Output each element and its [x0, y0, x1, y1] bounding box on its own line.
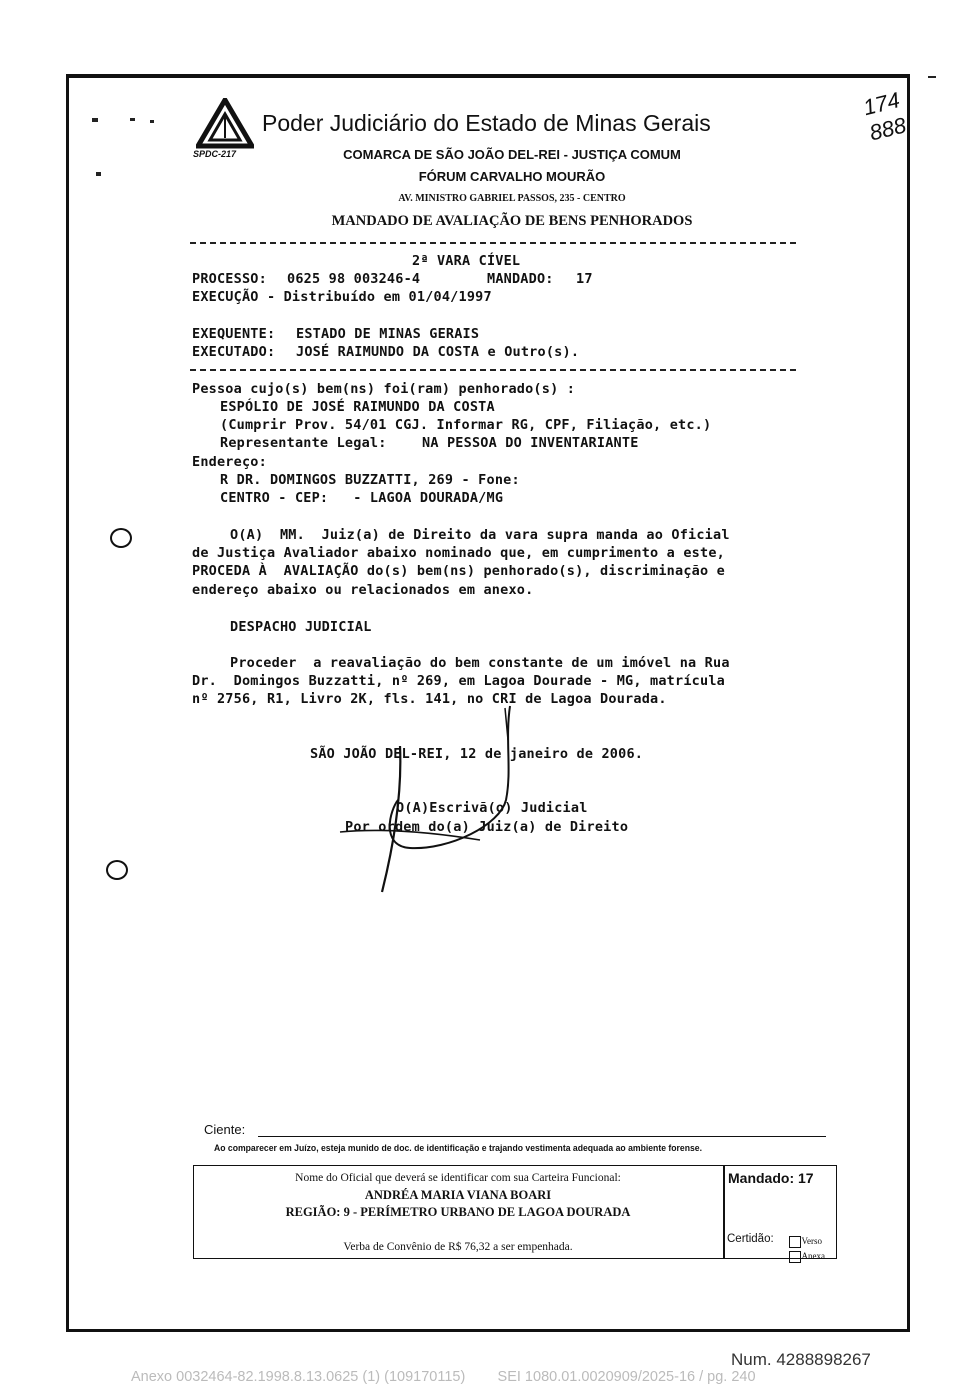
document-number-stamp: Num. 4288898267: [731, 1350, 871, 1369]
exequente-value: ESTADO DE MINAS GERAIS: [296, 326, 480, 342]
officer-label: Nome do Oficial que deverá se identificar com sua Carteira Funcional:: [295, 1172, 621, 1184]
org-title: Poder Judiciário do Estado de Minas Gerais: [262, 110, 711, 136]
scan-speck: [150, 120, 154, 123]
mandado-number: 17: [576, 271, 593, 287]
processo-number: 0625 98 003246-4: [287, 271, 421, 287]
officer-name: ANDRÉA MARIA VIANA BOARI: [364, 1188, 552, 1202]
order-line-3: PROCEDA À AVALIAÇÃO do(s) bem(ns) penhorado(s), discriminação e: [192, 563, 725, 579]
anexa-label: Anexa: [801, 1251, 825, 1262]
address-label: Endereço:: [192, 454, 267, 470]
separator-middle: [190, 369, 796, 371]
officer-region: REGIÃO: 9 - PERÍMETRO URBANO DE LAGOA DOURADA: [285, 1205, 631, 1219]
signature-line-2: Por ordem do(a) Juiz(a) de Direito: [345, 819, 629, 835]
person-name: ESPÓLIO DE JOSÉ RAIMUNDO DA COSTA: [220, 399, 495, 415]
despacho-line-3: nº 2756, R1, Livro 2K, fls. 141, no CRI de Lagoa Dourada.: [192, 691, 667, 707]
court-notice: Ao comparecer em Juízo, esteja munido de doc. de identificação e trajando vestimenta adequada ao ambiente forense.: [214, 1143, 702, 1154]
person-intro: Pessoa cujo(s) bem(ns) foi(ram) penhorado(s) :: [192, 381, 576, 397]
separator-top: [190, 242, 796, 244]
handwritten-page-number: 174 888: [860, 87, 909, 146]
mandado-label: MANDADO:: [487, 271, 554, 287]
document-title: MANDADO DE AVALIAÇÃO DE BENS PENHORADOS: [331, 213, 693, 229]
logo-code: SPDC-217: [193, 149, 237, 159]
processo-label: PROCESSO:: [192, 271, 267, 287]
anexa-checkbox[interactable]: [789, 1251, 801, 1263]
verso-label: Verso: [801, 1236, 822, 1247]
forum-address: AV. MINISTRO GABRIEL PASSOS, 235 - CENTRO: [398, 193, 626, 204]
comarca-line: COMARCA DE SÃO JOÃO DEL-REI - JUSTIÇA COMUM: [343, 147, 681, 162]
ciente-label: Ciente:: [204, 1122, 246, 1137]
annex-stamp: Anexo 0032464-82.1998.8.13.0625 (1) (109170115) SEI 1080.01.0020909/2025-16 / pg. 240: [131, 1369, 756, 1385]
scan-speck: [92, 118, 98, 122]
executado-value: JOSÉ RAIMUNDO DA COSTA e Outro(s).: [296, 344, 580, 360]
signature-line-1: O(A)Escrivã(o) Judicial: [396, 800, 588, 816]
scan-speck: [130, 118, 135, 121]
order-line-4: endereço abaixo ou relacionados em anexo.: [192, 582, 534, 598]
coat-of-arms-logo: [196, 98, 254, 152]
scan-speck: [928, 76, 936, 78]
date-line: SÃO JOÃO DEL-REI, 12 de janeiro de 2006.: [310, 746, 644, 762]
despacho-line-1: Proceder a reavaliação do bem constante de um imóvel na Rua: [230, 655, 730, 671]
representative-value: NA PESSOA DO INVENTARIANTE: [422, 435, 639, 451]
handwritten-signature: [300, 700, 560, 900]
person-note: (Cumprir Prov. 54/01 CGJ. Informar RG, CPF, Filiação, etc.): [220, 417, 712, 433]
vara-line: 2ª VARA CÍVEL: [412, 253, 521, 269]
order-line-1: O(A) MM. Juiz(a) de Direito da vara supra manda ao Oficial: [230, 527, 730, 543]
executado-label: EXECUTADO:: [192, 344, 276, 360]
address-line-2: CENTRO - CEP: - LAGOA DOURADA/MG: [220, 490, 504, 506]
representative-label: Representante Legal:: [220, 435, 387, 451]
mandado-box-label: Mandado: 17: [728, 1170, 814, 1186]
forum-line: FÓRUM CARVALHO MOURÃO: [418, 169, 606, 184]
exequente-label: EXEQUENTE:: [192, 326, 276, 342]
scan-speck: [96, 172, 101, 176]
execucao-line: EXECUÇÃO - Distribuído em 01/04/1997: [192, 289, 492, 305]
verba-line: Verba de Convênio de R$ 76,32 a ser empenhada.: [343, 1241, 573, 1253]
despacho-title: DESPACHO JUDICIAL: [230, 619, 372, 635]
order-line-2: de Justiça Avaliador abaixo nominado que, em cumprimento a este,: [192, 545, 725, 561]
punch-hole-bottom: [106, 860, 128, 880]
certidao-label: Certidão:: [727, 1233, 774, 1245]
despacho-line-2: Dr. Domingos Buzzatti, nº 269, em Lagoa Dourade - MG, matrícula: [192, 673, 725, 689]
punch-hole-top: [110, 528, 132, 548]
address-line-1: R DR. DOMINGOS BUZZATTI, 269 - Fone:: [220, 472, 520, 488]
certidao-anexa: [784, 1241, 825, 1263]
officer-box-divider: [723, 1165, 725, 1259]
ciente-line: [258, 1136, 826, 1137]
